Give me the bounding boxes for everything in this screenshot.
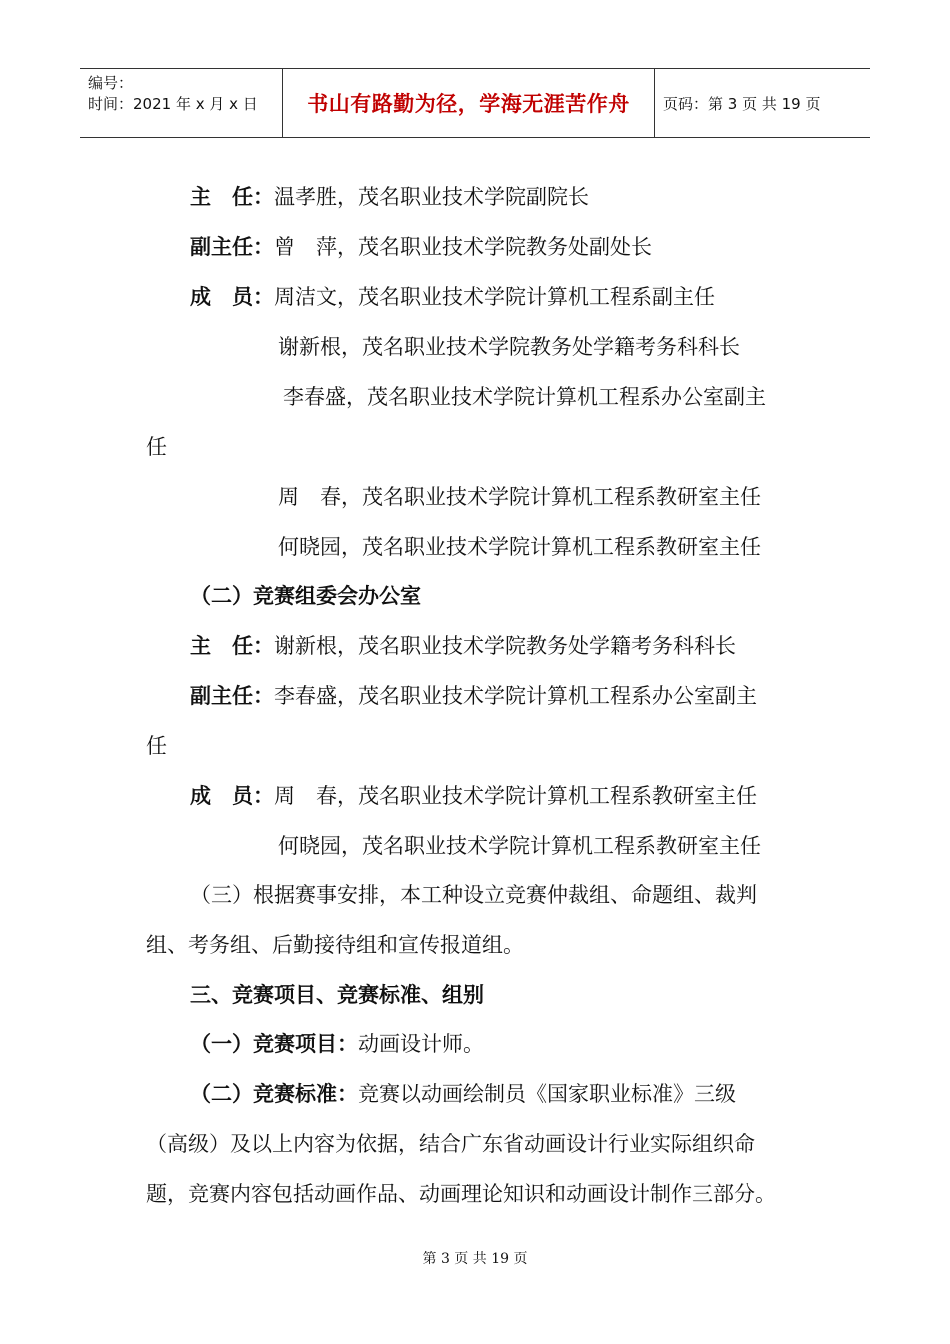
header-motto: 书山有路勤为径，学海无涯苦作舟 [283, 69, 655, 137]
member-line-continued: 任 [146, 435, 167, 459]
section-heading: 三、竞赛项目、竞赛标准、组别 [190, 983, 484, 1007]
header-time: 时间：2021 年 x 月 x 日 [88, 95, 258, 113]
committee-deputy-line [190, 231, 652, 261]
paragraph-line: 组、考务组、后勤接待组和宣传报道组。 [146, 933, 524, 957]
office-director-line [190, 630, 736, 660]
competition-standard-line [190, 1078, 736, 1108]
line-text: 周 春，茂名职业技术学院计算机工程系教研室主任 [274, 784, 757, 808]
paragraph-line: 题，竞赛内容包括动画作品、动画理论知识和动画设计制作三部分。 [146, 1182, 776, 1206]
line-label: 副主任： [190, 235, 274, 259]
line-label: 主 任： [190, 634, 274, 658]
header-meta-cell [80, 69, 283, 137]
line-text: 谢新根，茂名职业技术学院教务处学籍考务科科长 [274, 634, 736, 658]
office-members-line [190, 780, 757, 810]
line-text: 曾 萍，茂名职业技术学院教务处副处长 [274, 235, 652, 259]
line-label: 副主任： [190, 684, 274, 708]
line-text: 竞赛以动画绘制员《国家职业标准》三级 [358, 1082, 736, 1106]
line-label: 成 员： [190, 285, 274, 309]
header-page-info: 页码：第 3 页 共 19 页 [663, 94, 821, 113]
paragraph-line: （三）根据赛事安排，本工种设立竞赛仲裁组、命题组、裁判 [190, 883, 757, 907]
member-line: 何晓园，茂名职业技术学院计算机工程系教研室主任 [278, 535, 761, 559]
line-label: （二）竞赛标准： [190, 1082, 358, 1106]
page-header [80, 68, 870, 138]
office-deputy-line-continued: 任 [146, 734, 167, 758]
paragraph-line: （高级）及以上内容为依据，结合广东省动画设计行业实际组织命 [146, 1132, 755, 1156]
page-footer: 第 3 页 共 19 页 [422, 1251, 528, 1267]
line-label: 成 员： [190, 784, 274, 808]
header-number: 编号： [88, 74, 134, 92]
committee-members-line [190, 281, 715, 311]
line-text: 温孝胜，茂名职业技术学院副院长 [274, 185, 589, 209]
line-text: 动画设计师。 [358, 1032, 484, 1056]
competition-item-line [190, 1028, 484, 1058]
committee-director-line [190, 181, 589, 211]
member-line: 谢新根，茂名职业技术学院教务处学籍考务科科长 [278, 335, 740, 359]
member-line: 周 春，茂名职业技术学院计算机工程系教研室主任 [278, 485, 761, 509]
section-heading: （二）竞赛组委会办公室 [190, 584, 421, 608]
member-line: 李春盛，茂名职业技术学院计算机工程系办公室副主 [283, 385, 766, 409]
member-line: 何晓园，茂名职业技术学院计算机工程系教研室主任 [278, 834, 761, 858]
line-label: 主 任： [190, 185, 274, 209]
line-text: 周洁文，茂名职业技术学院计算机工程系副主任 [274, 285, 715, 309]
office-deputy-line [190, 680, 757, 710]
line-text: 李春盛，茂名职业技术学院计算机工程系办公室副主 [274, 684, 757, 708]
line-label: （一）竞赛项目： [190, 1032, 358, 1056]
